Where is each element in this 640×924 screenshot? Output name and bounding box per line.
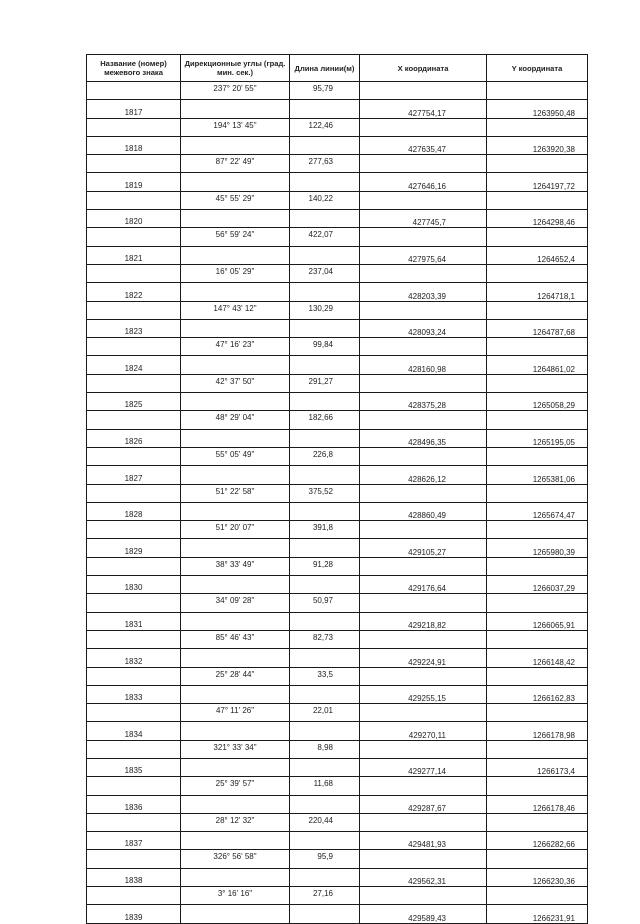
- line-length-cell: 220,44: [290, 813, 360, 831]
- angle-cell: [181, 210, 290, 228]
- mark-name-cell: 1824: [87, 356, 181, 374]
- x-cell: [360, 118, 487, 136]
- y-coordinate-cell: 1265980,39: [487, 539, 588, 557]
- mark-name-cell: 1839: [87, 905, 181, 923]
- direction-angle-cell: 47° 11' 26": [181, 704, 290, 722]
- segment-row: [87, 630, 588, 648]
- angle-cell: [181, 136, 290, 154]
- segment-row: [87, 155, 588, 173]
- length-cell: [290, 539, 360, 557]
- x-cell: [360, 704, 487, 722]
- mark-name-cell: 1825: [87, 393, 181, 411]
- x-coordinate-cell: 429224,91: [360, 649, 487, 667]
- line-length-cell: 182,66: [290, 411, 360, 429]
- y-coordinate-cell: 1264652,4: [487, 246, 588, 264]
- mark-name-cell: 1832: [87, 649, 181, 667]
- direction-angle-cell: 55° 05' 49": [181, 447, 290, 465]
- mark-cell: [87, 118, 181, 136]
- y-coordinate-cell: 1266162,83: [487, 685, 588, 703]
- x-cell: [360, 521, 487, 539]
- y-cell: [487, 338, 588, 356]
- x-cell: [360, 374, 487, 392]
- x-coordinate-cell: 429218,82: [360, 612, 487, 630]
- angle-cell: [181, 173, 290, 191]
- table-header-row: [87, 55, 588, 82]
- line-length-cell: 391,8: [290, 521, 360, 539]
- length-cell: [290, 795, 360, 813]
- y-cell: [487, 447, 588, 465]
- direction-angle-cell: 47° 16' 23": [181, 338, 290, 356]
- segment-row: [87, 374, 588, 392]
- angle-cell: 237° 20' 55": [181, 82, 290, 100]
- y-cell: [487, 777, 588, 795]
- y-cell: [487, 228, 588, 246]
- line-length-cell: 237,04: [290, 264, 360, 282]
- point-row: [87, 868, 588, 886]
- line-length-cell: 291,27: [290, 374, 360, 392]
- mark-name-cell: 1823: [87, 319, 181, 337]
- angle-cell: [181, 576, 290, 594]
- mark-name-cell: 1836: [87, 795, 181, 813]
- segment-row: [87, 228, 588, 246]
- y-coordinate-cell: 1265195,05: [487, 429, 588, 447]
- y-cell: [487, 374, 588, 392]
- length-cell: [290, 136, 360, 154]
- segment-row: [87, 338, 588, 356]
- direction-angle-cell: 3° 16' 16": [181, 887, 290, 905]
- line-length-cell: 27,16: [290, 887, 360, 905]
- x-cell: [360, 301, 487, 319]
- mark-cell: [87, 740, 181, 758]
- mark-name-cell: 1822: [87, 283, 181, 301]
- y-cell: [487, 118, 588, 136]
- length-cell: [290, 466, 360, 484]
- point-row: [87, 758, 588, 776]
- y-cell: [487, 850, 588, 868]
- direction-angle-cell: 25° 39' 57": [181, 777, 290, 795]
- length-cell: [290, 722, 360, 740]
- y-cell: [487, 557, 588, 575]
- segment-row: [87, 521, 588, 539]
- length-cell: [290, 685, 360, 703]
- x-coordinate-cell: 429287,67: [360, 795, 487, 813]
- y-cell: [487, 411, 588, 429]
- y-cell: [487, 887, 588, 905]
- angle-cell: [181, 539, 290, 557]
- line-length-cell: 130,29: [290, 301, 360, 319]
- line-length-cell: 95,9: [290, 850, 360, 868]
- direction-angle-cell: 25° 28' 44": [181, 667, 290, 685]
- length-cell: [290, 832, 360, 850]
- direction-angle-cell: 147° 43' 12": [181, 301, 290, 319]
- mark-name-cell: 1834: [87, 722, 181, 740]
- x-coordinate-cell: 428496,35: [360, 429, 487, 447]
- angle-cell: [181, 429, 290, 447]
- line-length-cell: 140,22: [290, 191, 360, 209]
- mark-name-cell: 1838: [87, 868, 181, 886]
- segment-row: [87, 301, 588, 319]
- point-row: [87, 210, 588, 228]
- segment-row: [87, 813, 588, 831]
- length-cell: [290, 429, 360, 447]
- length-cell: [290, 905, 360, 923]
- mark-cell: [87, 704, 181, 722]
- angle-cell: [181, 466, 290, 484]
- x-cell: [360, 447, 487, 465]
- header-direction-angle: Дирекционные углы (град. мин. сек.): [181, 55, 290, 82]
- mark-name-cell: 1817: [87, 100, 181, 118]
- angle-cell: [181, 393, 290, 411]
- line-length-cell: 11,68: [290, 777, 360, 795]
- point-row: [87, 905, 588, 923]
- mark-cell: [87, 667, 181, 685]
- segment-row: [87, 264, 588, 282]
- point-row: [87, 795, 588, 813]
- angle-cell: [181, 356, 290, 374]
- angle-cell: [181, 685, 290, 703]
- length-cell: [290, 502, 360, 520]
- direction-angle-cell: 38° 33' 49": [181, 557, 290, 575]
- x-coordinate-cell: 429176,64: [360, 576, 487, 594]
- segment-row: [87, 411, 588, 429]
- mark-cell: [87, 301, 181, 319]
- angle-cell: [181, 100, 290, 118]
- mark-cell: [87, 155, 181, 173]
- mark-name-cell: 1820: [87, 210, 181, 228]
- y-coordinate-cell: 1266178,98: [487, 722, 588, 740]
- line-length-cell: 422,07: [290, 228, 360, 246]
- direction-angle-cell: 34° 09' 28": [181, 594, 290, 612]
- x-coordinate-cell: 428203,39: [360, 283, 487, 301]
- x-cell: [360, 557, 487, 575]
- mark-name-cell: 1829: [87, 539, 181, 557]
- mark-name-cell: 1837: [87, 832, 181, 850]
- y-cell: [487, 740, 588, 758]
- line-length-cell: 91,28: [290, 557, 360, 575]
- y-coordinate-cell: 1265381,06: [487, 466, 588, 484]
- y-coordinate-cell: 1264787,68: [487, 319, 588, 337]
- x-cell: [360, 667, 487, 685]
- x-cell: [360, 228, 487, 246]
- length-cell: [290, 100, 360, 118]
- y-coordinate-cell: 1266148,42: [487, 649, 588, 667]
- mark-name-cell: 1831: [87, 612, 181, 630]
- segment-row: [87, 447, 588, 465]
- y-coordinate-cell: 1266282,66: [487, 832, 588, 850]
- angle-cell: [181, 795, 290, 813]
- direction-angle-cell: 87° 22' 49": [181, 155, 290, 173]
- mark-cell: [87, 557, 181, 575]
- mark-cell: [87, 813, 181, 831]
- x-coordinate-cell: 427975,64: [360, 246, 487, 264]
- table-body: [87, 82, 588, 924]
- point-row: [87, 246, 588, 264]
- x-cell: [360, 155, 487, 173]
- segment-row: [87, 118, 588, 136]
- length-cell: [290, 649, 360, 667]
- point-row: [87, 319, 588, 337]
- x-cell: [360, 191, 487, 209]
- length-cell: [290, 868, 360, 886]
- length-cell: [290, 612, 360, 630]
- segment-row: [87, 777, 588, 795]
- mark-cell: [87, 850, 181, 868]
- mark-name-cell: 1835: [87, 758, 181, 776]
- angle-cell: [181, 612, 290, 630]
- y-coordinate-cell: 1265058,29: [487, 393, 588, 411]
- header-x-coordinate: X координата: [360, 55, 487, 82]
- x-cell: [360, 740, 487, 758]
- x-coordinate-cell: 428626,12: [360, 466, 487, 484]
- mark-cell: [87, 264, 181, 282]
- point-row: [87, 356, 588, 374]
- y-coordinate-cell: 1263950,48: [487, 100, 588, 118]
- y-cell: [487, 630, 588, 648]
- y-coordinate-cell: 1266037,29: [487, 576, 588, 594]
- length-cell: [290, 246, 360, 264]
- length-cell: [290, 393, 360, 411]
- angle-cell: [181, 502, 290, 520]
- x-coordinate-cell: 428860,49: [360, 502, 487, 520]
- direction-angle-cell: 16° 05' 29": [181, 264, 290, 282]
- angle-cell: [181, 722, 290, 740]
- x-coordinate-cell: 429481,93: [360, 832, 487, 850]
- line-length-cell: 226,8: [290, 447, 360, 465]
- angle-cell: [181, 319, 290, 337]
- angle-cell: [181, 246, 290, 264]
- x-cell: [360, 484, 487, 502]
- x-coordinate-cell: 429270,11: [360, 722, 487, 740]
- point-row: [87, 612, 588, 630]
- length-cell: [290, 283, 360, 301]
- x-cell: [360, 264, 487, 282]
- mark-cell: [87, 411, 181, 429]
- length-cell: [290, 576, 360, 594]
- segment-row: [87, 594, 588, 612]
- direction-angle-cell: 56° 59' 24": [181, 228, 290, 246]
- direction-angle-cell: 51° 20' 07": [181, 521, 290, 539]
- y-cell: [487, 704, 588, 722]
- y-coordinate-cell: 1263920,38: [487, 136, 588, 154]
- y-coordinate-cell: 1266231,91: [487, 905, 588, 923]
- y-coordinate-cell: 1264861,02: [487, 356, 588, 374]
- y-cell: [487, 155, 588, 173]
- y-coordinate-cell: 1265674,47: [487, 502, 588, 520]
- y-coordinate-cell: 1266230,36: [487, 868, 588, 886]
- point-row: [87, 649, 588, 667]
- direction-angle-cell: 326° 56' 58": [181, 850, 290, 868]
- direction-angle-cell: 194° 13' 45": [181, 118, 290, 136]
- angle-cell: [181, 832, 290, 850]
- header-mark-name: Название (номер) межевого знака: [87, 55, 181, 82]
- segment-row: [87, 667, 588, 685]
- point-row: [87, 502, 588, 520]
- mark-cell: [87, 521, 181, 539]
- line-length-cell: 99,84: [290, 338, 360, 356]
- mark-cell: [87, 447, 181, 465]
- x-cell: [360, 850, 487, 868]
- angle-cell: [181, 868, 290, 886]
- y-cell: [487, 301, 588, 319]
- direction-angle-cell: 45° 55' 29": [181, 191, 290, 209]
- header-y-coordinate: Y координата: [487, 55, 588, 82]
- mark-cell: [87, 594, 181, 612]
- x-cell: [360, 82, 487, 100]
- mark-cell: [87, 338, 181, 356]
- y-coordinate-cell: 1264298,46: [487, 210, 588, 228]
- y-coordinate-cell: 1266173,4: [487, 758, 588, 776]
- mark-name-cell: 1818: [87, 136, 181, 154]
- x-cell: [360, 411, 487, 429]
- mark-cell: [87, 82, 181, 100]
- segment-row: [87, 557, 588, 575]
- direction-angle-cell: 321° 33' 34": [181, 740, 290, 758]
- x-coordinate-cell: 427745,7: [360, 210, 487, 228]
- point-row: [87, 283, 588, 301]
- segment-row: [87, 704, 588, 722]
- x-coordinate-cell: 429255,15: [360, 685, 487, 703]
- direction-angle-cell: 51° 22' 58": [181, 484, 290, 502]
- x-cell: [360, 594, 487, 612]
- angle-cell: [181, 649, 290, 667]
- mark-cell: [87, 887, 181, 905]
- point-row: [87, 685, 588, 703]
- x-coordinate-cell: 428093,24: [360, 319, 487, 337]
- direction-angle-cell: 48° 29' 04": [181, 411, 290, 429]
- point-row: [87, 429, 588, 447]
- y-cell: [487, 484, 588, 502]
- segment-row: [87, 740, 588, 758]
- angle-cell: [181, 283, 290, 301]
- mark-cell: [87, 374, 181, 392]
- x-coordinate-cell: 429562,31: [360, 868, 487, 886]
- y-cell: [487, 82, 588, 100]
- y-cell: [487, 264, 588, 282]
- segment-row: [87, 191, 588, 209]
- x-coordinate-cell: 427646,16: [360, 173, 487, 191]
- x-coordinate-cell: 428160,98: [360, 356, 487, 374]
- y-coordinate-cell: 1266065,91: [487, 612, 588, 630]
- mark-name-cell: 1828: [87, 502, 181, 520]
- line-length-cell: 375,52: [290, 484, 360, 502]
- direction-angle-cell: 42° 37' 50": [181, 374, 290, 392]
- length-cell: [290, 173, 360, 191]
- point-row: [87, 539, 588, 557]
- x-coordinate-cell: 427635,47: [360, 136, 487, 154]
- mark-cell: [87, 630, 181, 648]
- line-length-cell: 82,73: [290, 630, 360, 648]
- x-coordinate-cell: 429277,14: [360, 758, 487, 776]
- direction-angle-cell: 28° 12' 32": [181, 813, 290, 831]
- mark-cell: [87, 228, 181, 246]
- y-coordinate-cell: 1264718,1: [487, 283, 588, 301]
- point-row: [87, 832, 588, 850]
- x-cell: [360, 338, 487, 356]
- line-length-cell: 8,98: [290, 740, 360, 758]
- point-row: [87, 393, 588, 411]
- angle-cell: [181, 905, 290, 923]
- mark-name-cell: 1819: [87, 173, 181, 191]
- point-row: [87, 466, 588, 484]
- header-line-length: Длина линии(м): [290, 55, 360, 82]
- x-coordinate-cell: 427754,17: [360, 100, 487, 118]
- mark-name-cell: 1830: [87, 576, 181, 594]
- point-row: [87, 136, 588, 154]
- y-coordinate-cell: 1266178,46: [487, 795, 588, 813]
- mark-name-cell: 1826: [87, 429, 181, 447]
- mark-name-cell: 1827: [87, 466, 181, 484]
- line-length-cell: 22,01: [290, 704, 360, 722]
- y-cell: [487, 191, 588, 209]
- line-length-cell: 50,97: [290, 594, 360, 612]
- point-row: [87, 576, 588, 594]
- point-row: [87, 100, 588, 118]
- mark-cell: [87, 191, 181, 209]
- mark-name-cell: 1833: [87, 685, 181, 703]
- line-length-cell: 277,63: [290, 155, 360, 173]
- x-coordinate-cell: 428375,28: [360, 393, 487, 411]
- length-cell: [290, 356, 360, 374]
- x-coordinate-cell: 429589,43: [360, 905, 487, 923]
- x-cell: [360, 777, 487, 795]
- angle-cell: [181, 758, 290, 776]
- mark-name-cell: 1821: [87, 246, 181, 264]
- y-cell: [487, 594, 588, 612]
- y-coordinate-cell: 1264197,72: [487, 173, 588, 191]
- coordinates-table: [86, 54, 588, 924]
- length-cell: [290, 319, 360, 337]
- segment-row: [87, 887, 588, 905]
- y-cell: [487, 667, 588, 685]
- segment-row: [87, 850, 588, 868]
- y-cell: [487, 521, 588, 539]
- segment-row: [87, 82, 588, 100]
- segment-row: [87, 484, 588, 502]
- y-cell: [487, 813, 588, 831]
- x-coordinate-cell: 429105,27: [360, 539, 487, 557]
- point-row: [87, 722, 588, 740]
- length-cell: [290, 210, 360, 228]
- x-cell: [360, 813, 487, 831]
- point-row: [87, 173, 588, 191]
- line-length-cell: 122,46: [290, 118, 360, 136]
- x-cell: [360, 630, 487, 648]
- length-cell: [290, 758, 360, 776]
- mark-cell: [87, 484, 181, 502]
- line-length-cell: 33,5: [290, 667, 360, 685]
- direction-angle-cell: 85° 46' 43": [181, 630, 290, 648]
- mark-cell: [87, 777, 181, 795]
- x-cell: [360, 887, 487, 905]
- length-cell: 95,79: [290, 82, 360, 100]
